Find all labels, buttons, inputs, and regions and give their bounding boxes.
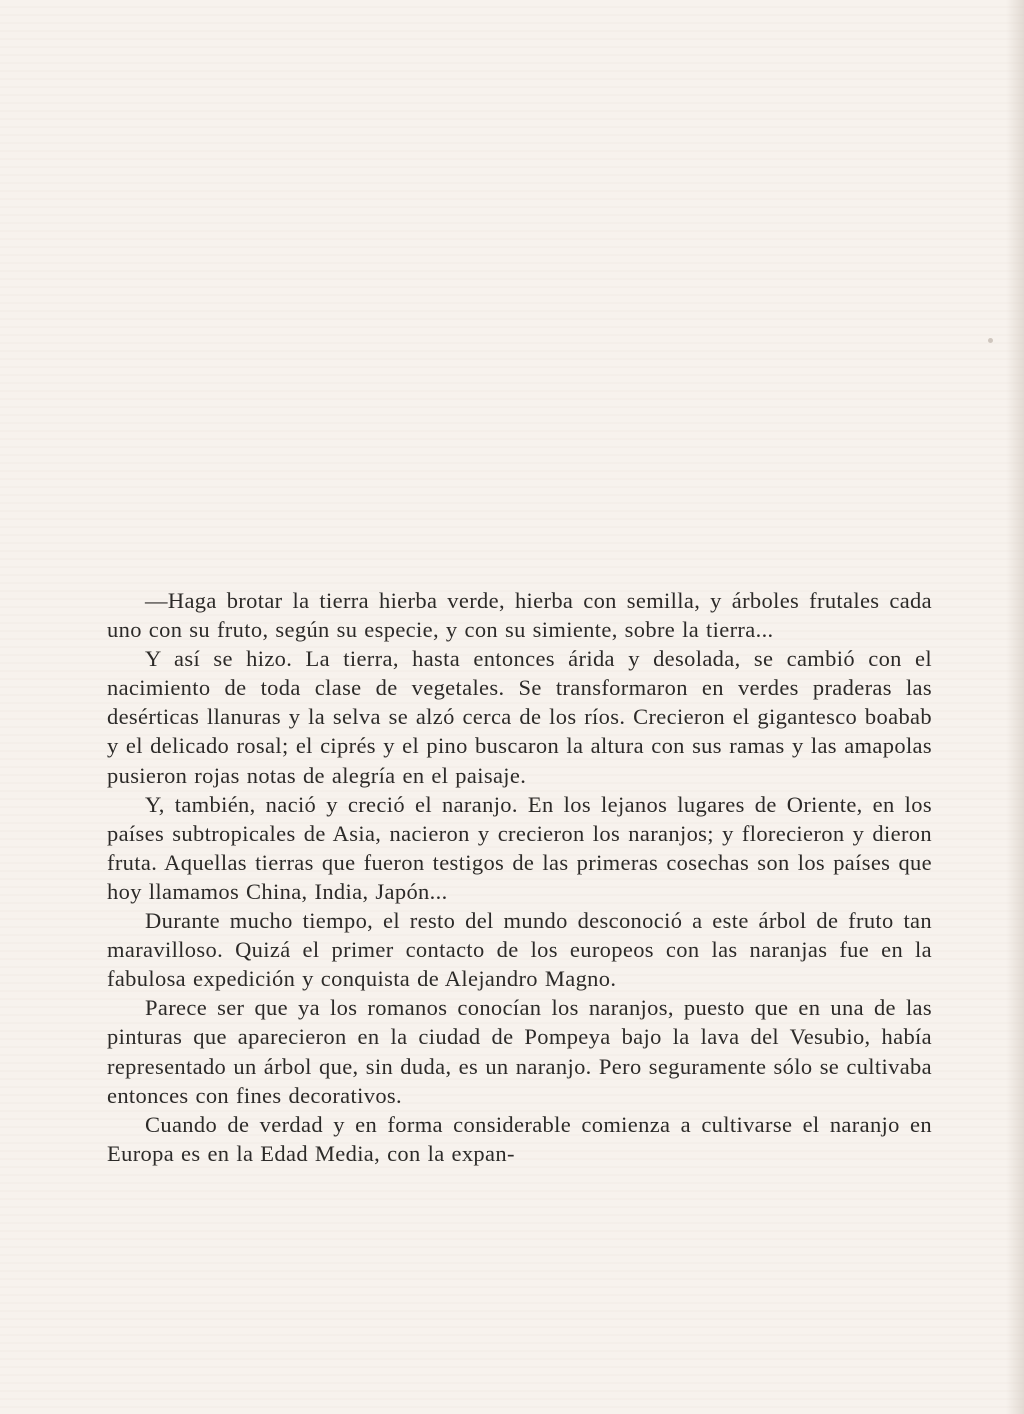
paragraph-5: Parece ser que ya los romanos conocían los naranjos, puesto que en una de las pinturas que aparecieron en la ciudad de Pompeya bajo la lava del Vesubio, había representado un árbol que, sin duda, es un naranjo. Pero seguramente sólo se cultivaba entonces con fines decorativos. bbox=[107, 995, 932, 1108]
paragraph-2: Y así se hizo. La tierra, hasta entonces árida y desolada, se cambió con el nacimiento de toda clase de vegetales. Se transformaron en verdes praderas las desérticas llanuras y la selva se alzó cerca de los ríos. Crecieron el gigantesco boabab y el delicado rosal; el ciprés y el pino buscaron la altura con sus ramas y las amapolas pusieron rojas notas de alegría en el paisaje. bbox=[107, 646, 932, 788]
page-edge-shadow bbox=[1006, 0, 1024, 1414]
paper-speck bbox=[988, 338, 993, 343]
paragraph-6: Cuando de verdad y en forma considerable comienza a cultivarse el naranjo en Europa es en la Edad Media, con la expan- bbox=[107, 1111, 932, 1166]
paragraph-3: Y, también, nació y creció el naranjo. En los lejanos lugares de Oriente, en los países subtropicales de Asia, nacieron y crecieron los naranjos; y florecieron y dieron fruta. Aquellas tierras que fueron testigos de las primeras cosechas son los países que hoy llamamos China, India, Japón... bbox=[107, 791, 932, 904]
paragraph-4: Durante mucho tiempo, el resto del mundo desconoció a este árbol de fruto tan maravilloso. Quizá el primer contacto de los europeos con las naranjas fue en la fabulosa expedición y conquista de Alejandro Magno. bbox=[107, 908, 932, 992]
paragraph-1: —Haga brotar la tierra hierba verde, hierba con semilla, y árboles frutales cada uno con su fruto, según su especie, y con su simiente, sobre la tierra... bbox=[107, 588, 932, 643]
body-text bbox=[107, 586, 932, 1168]
